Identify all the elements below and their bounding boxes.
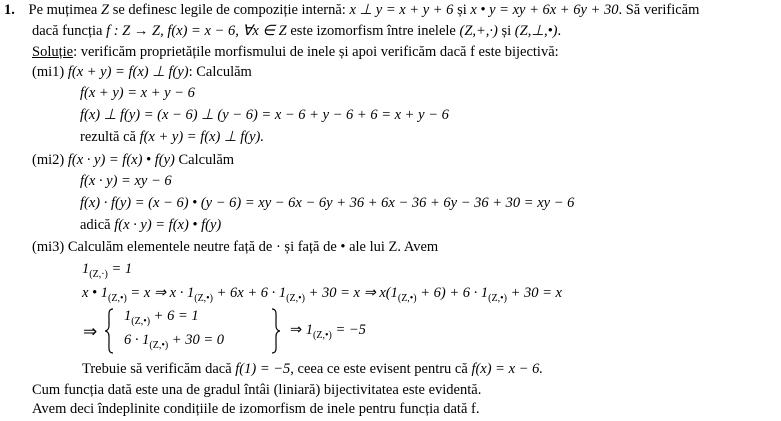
mi3-equation: + 30 = x	[510, 285, 562, 301]
conclusion-2	[32, 400, 479, 418]
conclusion-text: Cum funcția dată este una de gradul întâi (liniară) bijectivitatea este evidentă.	[32, 382, 482, 398]
mi1-text: : Calculăm	[188, 64, 252, 80]
mi2-header	[32, 151, 234, 169]
mi3-equation: + 30 = x ⇒ x(1	[308, 285, 398, 301]
conjunction: și	[457, 2, 467, 18]
right-brace-icon	[271, 308, 281, 354]
mi3-equation: + 6) + 6 · 1	[420, 285, 489, 301]
system-equation: + 30 = 0	[171, 332, 224, 348]
conclusion-text: Avem deci îndeplinite condițiile de izomorfism de inele pentru funcția dată f.	[32, 401, 480, 417]
subscript: (Z,•)	[286, 293, 305, 304]
mi3-equation: = 1	[111, 261, 133, 277]
system-result: ⇒ $1_{(Z,•)} = -5$	[290, 322, 366, 341]
conclusion-1	[32, 381, 481, 399]
mi2-tag: (mi2)	[32, 152, 65, 168]
subscript: (Z,•)	[108, 293, 127, 304]
problem-number: 1.	[4, 2, 15, 18]
left-brace-icon	[104, 308, 114, 354]
subscript: (Z,·)	[89, 269, 108, 280]
mi3-line-2	[82, 284, 562, 308]
problem-text: Pe muțimea	[28, 2, 98, 18]
subscript: (Z,•)	[488, 293, 507, 304]
mi1-equation: f(x + y) = f(x) ⊥ f(y).	[139, 129, 264, 145]
mi3-equation: x • 1	[82, 285, 109, 301]
mi1-line-2	[80, 106, 449, 124]
ring-1: (Z,+,·)	[459, 23, 498, 39]
ring-2: (Z,⊥,•)	[514, 23, 558, 39]
problem-text: se definesc legile de compoziție internă:	[112, 2, 346, 18]
mi3-equation: f(1) = −5	[235, 361, 291, 377]
mi1-line-1	[80, 84, 195, 102]
mi2-line-2	[80, 194, 574, 212]
subscript: (Z,•)	[313, 330, 332, 341]
system-row-2	[124, 332, 224, 351]
mi3-equation: + 6x + 6 · 1	[216, 285, 287, 301]
mi2-equation: f(x · y) = f(x) • f(y)	[114, 217, 222, 233]
law-bullet: x • y = xy + 6x + 6y + 30	[470, 2, 619, 18]
mi3-check	[82, 360, 543, 378]
system-equation: = −5	[335, 322, 366, 338]
mi3-tag: (mi3)	[32, 239, 65, 255]
subscript: (Z,•)	[149, 340, 169, 351]
mi1-result	[80, 128, 264, 146]
mi1-equation: f(x) ⊥ f(y) = (x − 6) ⊥ (y − 6) = x − 6 + y − 6 + 6 = x + y − 6	[80, 107, 449, 123]
mi1-equation: f(x + y) = x + y − 6	[80, 85, 195, 101]
solution-label: Soluție	[32, 44, 74, 60]
mi3-text: Trebuie să verificăm dacă	[82, 361, 232, 377]
solution-intro-text: : verificăm proprietățile morfismului de inele și apoi verificăm dacă f este bijectivă:	[73, 44, 559, 60]
system-equation: + 6 = 1	[153, 308, 199, 324]
mi2-line-1	[80, 172, 172, 190]
solution-intro	[32, 43, 559, 61]
problem-text: dacă funcția	[32, 23, 103, 39]
period: .	[557, 23, 562, 39]
mi2-text: Calculăm	[178, 152, 235, 168]
problem-text: este izomorfism între inelele	[290, 23, 456, 39]
problem-line-1: 1. Pe muțimea Z se definesc legile de compoziție internă: x ⊥ y = x + y + 6 și x • y = xy + 6x + 6y + 30. Să verificăm	[4, 2, 700, 18]
problem-line-2: dacă funcția f : Z → Z, f(x) = x − 6, ∀x ∈ Z este izomorfism între inelele (Z,+,·) și (Z,⊥,•).	[32, 23, 562, 39]
mi3-header	[32, 238, 438, 256]
mi1-text: rezultă că	[80, 129, 136, 145]
mi3-equation: = x ⇒ x · 1	[130, 285, 195, 301]
law-perp: x ⊥ y = x + y + 6	[349, 2, 454, 18]
system-row-1: $1_{(Z,•)} + 6 = 1$	[124, 308, 199, 327]
mi2-equation: f(x · y) = xy − 6	[80, 173, 172, 189]
mi2-text: adică	[80, 217, 111, 233]
system-equation: 6 · 1	[124, 332, 150, 348]
equation-system	[80, 308, 440, 354]
problem-text: . Să verificăm	[618, 2, 700, 18]
mi3-text: , ceea ce este evisent pentru că	[290, 361, 468, 377]
mi3-equation: f(x) = x − 6.	[471, 361, 543, 377]
subscript: (Z,•)	[194, 293, 214, 304]
mi2-equation: f(x) · f(y) = (x − 6) • (y − 6) = xy − 6x − 6y + 36 + 6x − 36 + 6y − 36 + 30 = xy − 6	[80, 195, 575, 211]
subscript: (Z,•)	[397, 293, 417, 304]
mi1-header	[32, 63, 252, 81]
mi1-condition: f(x + y) = f(x) ⊥ f(y)	[67, 64, 189, 80]
function-definition: f : Z → Z, f(x) = x − 6, ∀x ∈ Z	[106, 23, 287, 39]
mi1-tag: (mi1)	[32, 64, 65, 80]
implies-symbol: ⇒	[290, 322, 303, 338]
mi3-text: Calculăm elementele neutre față de · și față de • ale lui Z. Avem	[67, 239, 439, 255]
implies-symbol: ⇒	[83, 322, 98, 341]
subscript: (Z,•)	[131, 316, 151, 327]
mi2-condition: f(x · y) = f(x) • f(y)	[67, 152, 175, 168]
mi3-line-1: $1_{(Z,\cdot)} = 1$	[82, 261, 133, 280]
mi2-result	[80, 216, 221, 234]
